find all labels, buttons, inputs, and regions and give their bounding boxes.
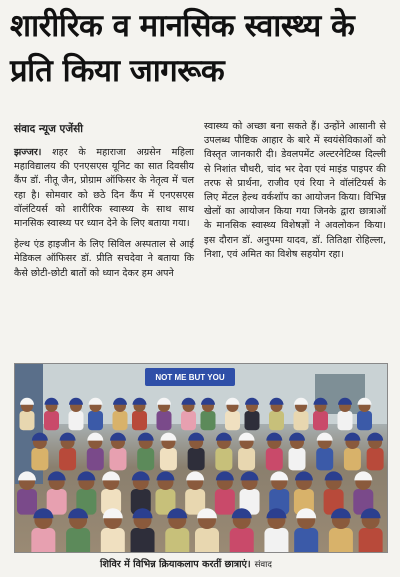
student-cap: [270, 471, 288, 480]
student-figure: [101, 528, 125, 552]
student-figure: [165, 528, 189, 552]
student-figure: [238, 448, 255, 470]
paragraph-2-continued-text: स्वास्थ्य को अच्छा बना सकते हैं। उन्होंने आसानी से उपलब्ध पौष्टिक आहार के बारे में स्वयंसेविकाओं को विस्तृत जानकारी दी। डेवलपमेंट अल्टरनेटिव्स दिल्ली से निशांत चौधरी, चांद भर देवा एवं माइंड पाइपर की तरफ से प्रार्थना, राजीव एवं रिया ने वॉलंटियर्स के लिए मेंटल हेल्थ वर्कशॉप का आयोजन किया। विभिन्न खेलों का आयोजन किया गया जिनके द्वारा छात्राओं के मानसिक स्वास्थ्य विशेषज्ञों ने अवलोकन किया। इस दौरान डॉ. अनुपमा यादव, डॉ. तितिक्षा रोहिल्ला, निशा, एवं अमित का विशेष सहयोग रहा।: [204, 121, 386, 260]
student-figure: [294, 411, 309, 430]
student-figure: [88, 411, 103, 430]
article-column-left: [14, 146, 194, 288]
student-figure: [131, 528, 155, 552]
group-photo: [14, 363, 388, 553]
student-figure: [20, 411, 35, 430]
student-figure: [316, 448, 333, 470]
student-cap: [186, 471, 204, 480]
paragraph-2-text: हेल्थ एंड हाइजीन के लिए सिविल अस्पताल से आई मेडिकल ऑफिसर डॉ. प्रीति सचदेवा ने बताया कि कैसे छोटी-छोटी बातों को ध्यान देकर हम अपने: [14, 239, 194, 279]
student-figure: [160, 448, 177, 470]
student-figure: [294, 528, 318, 552]
student-figure: [110, 448, 127, 470]
student-figure: [230, 528, 254, 552]
student-figure: [113, 411, 128, 430]
news-agency: संवाद न्यूज एजेंसी: [14, 123, 83, 135]
student-cap: [325, 471, 343, 480]
student-figure: [215, 489, 235, 515]
student-cap: [60, 433, 76, 441]
student-figure: [329, 528, 353, 552]
paragraph-1-text: शहर के महाराजा अग्रसेन महिला महाविद्यालय की एनएसएस यूनिट का सात दिवसीय कैंप डॉ. नीतू जैन, प्रोग्राम ऑफिसर के नेतृत्व में चल रहा है। सोमवार को छठे दिन कैंप में एनएसएस वॉलंटियर्स को शारीरिक स्वास्थ्य के साथ साथ मानसिक स्वास्थ्य पर ध्यान देने के लिए बताया गया।: [14, 147, 194, 230]
student-cap: [344, 433, 360, 441]
photo-banner-text: NOT ME BUT YOU: [155, 373, 225, 382]
student-figure: [181, 411, 196, 430]
student-figure: [359, 528, 383, 552]
student-figure: [69, 411, 84, 430]
student-figure: [137, 448, 154, 470]
student-cap: [110, 433, 126, 441]
student-cap: [266, 433, 282, 441]
student-figure: [289, 448, 306, 470]
student-figure: [344, 448, 361, 470]
photo-illustration: [15, 364, 387, 552]
student-cap: [289, 433, 305, 441]
student-figure: [264, 528, 288, 552]
student-cap: [241, 471, 259, 480]
student-cap: [87, 433, 103, 441]
student-figure: [188, 448, 205, 470]
student-figure: [215, 448, 232, 470]
student-figure: [225, 411, 240, 430]
student-figure: [269, 411, 284, 430]
student-figure: [195, 528, 219, 552]
student-figure: [87, 448, 104, 470]
student-figure: [44, 411, 59, 430]
photo-credit: संवाद: [254, 560, 272, 570]
student-figure: [201, 411, 216, 430]
student-figure: [17, 489, 37, 515]
student-figure: [338, 411, 353, 430]
student-cap: [317, 433, 333, 441]
student-figure: [313, 411, 328, 430]
student-cap: [354, 471, 372, 480]
student-cap: [216, 433, 232, 441]
student-cap: [188, 433, 204, 441]
student-cap: [138, 433, 154, 441]
paragraph-2: [14, 238, 194, 281]
student-figure: [66, 528, 90, 552]
paragraph-2-continued: [204, 120, 386, 262]
student-cap: [239, 433, 255, 441]
student-cap: [132, 471, 150, 480]
student-figure: [357, 411, 372, 430]
dateline: झज्जर।: [14, 147, 42, 158]
student-cap: [102, 471, 120, 480]
student-figure: [31, 448, 48, 470]
student-cap: [77, 471, 95, 480]
student-figure: [367, 448, 384, 470]
student-figure: [245, 411, 260, 430]
student-cap: [295, 471, 313, 480]
photo-caption: [100, 557, 380, 570]
student-cap: [156, 471, 174, 480]
headline: शारीरिक व मानसिक स्वास्थ्य के प्रति किया जागरूक: [10, 8, 355, 89]
student-figure: [31, 528, 55, 552]
student-figure: [132, 411, 147, 430]
student-cap: [367, 433, 383, 441]
article-column-right: [204, 120, 386, 269]
student-figure: [266, 448, 283, 470]
student-cap: [48, 471, 66, 480]
student-cap: [160, 433, 176, 441]
student-figure: [157, 411, 172, 430]
student-figure: [59, 448, 76, 470]
student-cap: [216, 471, 234, 480]
paragraph-1: [14, 146, 194, 231]
caption-text: शिविर में विभिन्न क्रियाकलाप करतीं छात्राएं।: [100, 559, 251, 570]
